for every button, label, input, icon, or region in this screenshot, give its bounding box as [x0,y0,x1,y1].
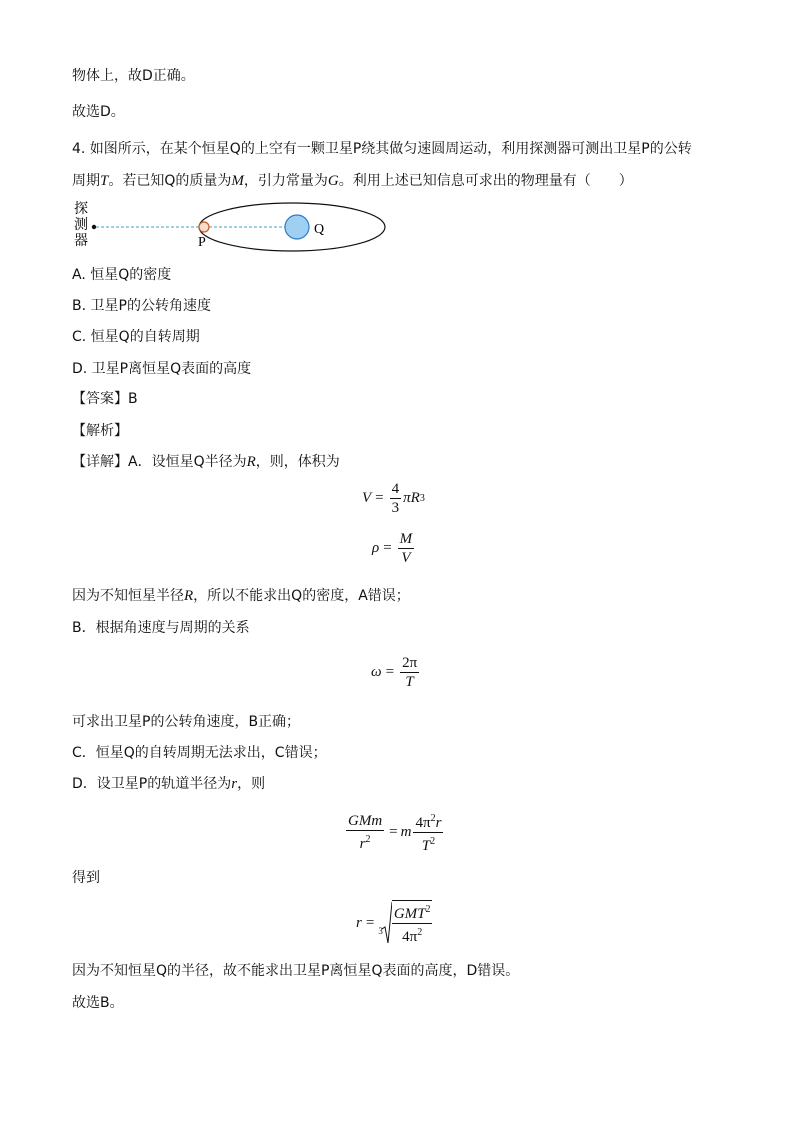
formula-grav-right-den-exp: 2 [430,836,436,847]
stem-text-3: ，引力常量为 [243,173,328,189]
question-4-stem: 4. 如图所示，在某个恒星Q的上空有一颗卫星P绕其做匀速圆周运动，利用探测器可测出卫星P的公转 [72,141,692,157]
formula-grav-right-num-exp: 2 [430,813,436,824]
formula-radius-num [392,901,433,924]
formula-grav-right-fraction [413,810,443,855]
formula-radius-num-base: GMT [393,906,426,922]
formula-radius-lhs: r [356,914,362,931]
formula-density-den: V [401,550,411,566]
option-a: A. 恒星Q的密度 [72,267,172,283]
formula-volume [362,480,425,517]
formula-radius-fraction [392,900,433,946]
detail-line-i: 故选B。 [72,995,124,1011]
formula-radius-den-base: 4π [402,929,418,945]
formula-radius-root-index: 3 [378,926,383,936]
detail-f-text: D．设卫星P的轨道半径为 [72,776,232,792]
detail-b-text-2: ，所以不能求出Q的密度，A错误； [193,588,410,604]
detail-a-text-2: ，则，体积为 [255,454,340,470]
detector-label-char-1: 探 [74,202,88,217]
option-d: D. 卫星P离恒星Q表面的高度 [72,361,252,377]
formula-radius-eq: = [365,914,375,931]
option-c: C. 恒星Q的自转周期 [72,329,200,345]
star-q-label: Q [314,222,325,237]
symbol-G: G [327,173,339,189]
formula-radius-num-exp: 2 [425,904,431,915]
formula-omega-den: T [405,674,414,690]
option-b: B. 卫星P的公转角速度 [72,298,211,314]
formula-volume-eq: = [375,490,384,506]
formula-grav-right-den-base: T [421,838,431,854]
stem-text-1: 周期 [72,173,100,189]
formula-density-eq: = [383,540,392,556]
formula-volume-fraction [390,480,402,517]
formula-density-fraction [398,530,415,567]
formula-radius-root [378,900,434,946]
question-4-stem-cont [72,171,633,191]
formula-grav-eq: = [389,824,398,840]
satellite-p-label: P [198,235,206,250]
answer-line: 【答案】B [72,391,138,407]
detail-b-text: 因为不知恒星半径 [72,588,184,604]
stem-text-2: 。若已知Q的质量为 [108,173,232,189]
formula-grav-left-den-base: r [359,836,366,852]
formula-grav-right-num-base: 4π [415,815,431,831]
formula-omega-fraction [400,654,419,691]
symbol-R: R [246,454,256,470]
detail-a-text: 【详解】A．设恒星Q半径为 [72,454,247,470]
detail-line-f [72,774,265,794]
formula-volume-lhs: V [362,490,372,506]
formula-density-lhs: ρ [372,540,380,556]
text-line-1: 物体上，故D正确。 [72,68,195,84]
formula-density [372,530,416,567]
formula-volume-rest: πR [403,490,420,506]
symbol-R-2: R [184,588,194,604]
formula-grav-right-den [420,833,437,855]
formula-radius-den [400,924,424,946]
formula-volume-den: 3 [391,500,400,516]
stem-text-4: 。利用上述已知信息可求出的物理量有（ ） [338,173,633,189]
formula-gravitation [344,810,445,855]
analysis-heading: 【解析】 [72,423,128,439]
formula-grav-m: m [400,824,412,840]
satellite-p-marker [199,222,209,232]
formula-orbit-radius [356,900,434,946]
formula-omega-num: 2π [402,655,418,671]
formula-volume-exp: 3 [419,493,425,504]
formula-omega-lhs: ω [371,664,382,680]
formula-grav-left-den-exp: 2 [365,834,371,845]
detail-line-h: 因为不知恒星Q的半径，故不能求出卫星P离恒星Q表面的高度，D错误。 [72,963,520,979]
detail-line-b [72,586,410,606]
formula-density-num: M [399,531,413,547]
symbol-M: M [231,173,244,189]
detector-dot [92,225,96,229]
detail-line-e: C．恒星Q的自转周期无法求出，C错误； [72,745,327,761]
formula-omega-eq: = [385,664,395,680]
formula-radius-den-exp: 2 [417,927,423,938]
detail-line-c: B．根据角速度与周期的关系 [72,620,250,636]
formula-volume-num: 4 [391,481,400,497]
formula-grav-left-den [358,831,373,853]
orbit-diagram [66,196,396,258]
detector-label-char-2: 测 [74,218,88,233]
detector-label-char-3: 器 [74,234,88,249]
radical-sign-icon [382,901,392,945]
formula-grav-right-num [413,810,443,833]
detail-f-text-2: ，则 [237,776,266,792]
formula-grav-right-num-tail: r [435,815,442,831]
star-q-marker [285,215,309,239]
detail-line-d: 可求出卫星P的公转角速度，B正确； [72,714,301,730]
detail-line-g: 得到 [72,870,100,886]
text-line-2: 故选D。 [72,104,125,120]
formula-grav-left-num: GMm [348,813,383,829]
symbol-r: r [231,776,238,792]
symbol-T: T [100,173,109,189]
formula-grav-left-fraction [346,812,384,853]
detail-line-a [72,452,340,472]
formula-angular-velocity [371,654,421,691]
